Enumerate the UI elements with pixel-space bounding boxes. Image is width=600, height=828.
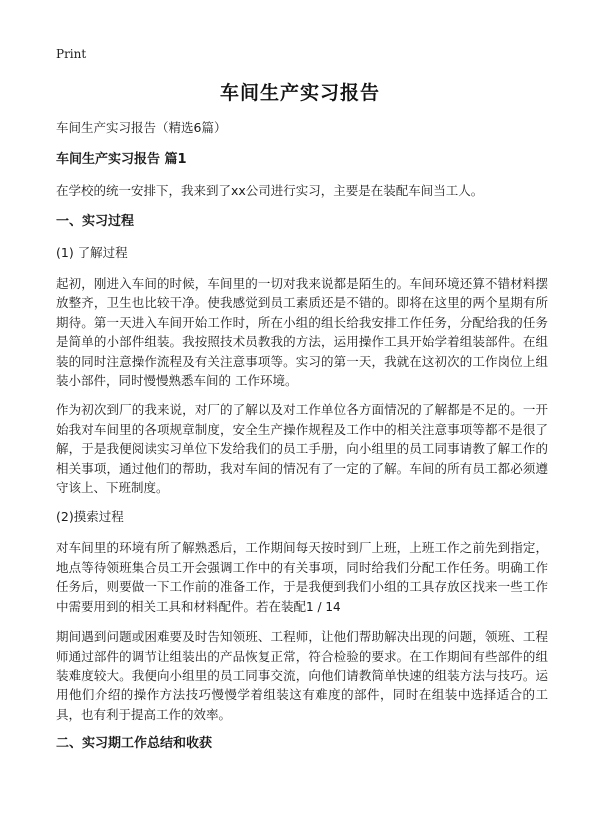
part-heading: 车间生产实习报告 篇1 <box>56 152 187 167</box>
print-label: Print <box>56 47 87 61</box>
document-title: 车间生产实习报告 <box>219 82 380 104</box>
subsection-heading-understanding: (1) 了解过程 <box>56 245 128 260</box>
section-heading-summary: 二、实习期工作总结和收获 <box>56 736 213 752</box>
paragraph-1: 起初，刚进入车间的时候，车间里的一切对我来说都是陌生的。车间环境还算不错材料摆放整齐，卫生也比较干净。使我感觉到员工素质还是不错的。即将在这里的两个星期有所期待。第一天进入车间开始工作时，所在小组的组长给我安排工作任务，分配给我的任务是简单的小部件组装。我按照技术员教我的方法，运用操作工具开始学着组装部件。在组装的同时注意操作流程及有关注意事项等。实习的第一天，我就在这初次的工作岗位上组装小部件，同时慢慢熟悉车间的 工作环境。 <box>56 276 548 389</box>
subsection-heading-exploration: (2)摸索过程 <box>56 509 124 525</box>
document-subtitle: 车间生产实习报告（精选6篇） <box>56 120 227 135</box>
document-body <box>56 118 548 765</box>
paragraph-3-text: 对车间里的环境有所了解熟悉后，工作期间每天按时到厂上班，上班工作之前先到指定，地点等待领班集合员工开会强调工作中的有关事项，同时给我们分配工作任务。明确工作任务后，则要做一下工作前的准备工作，于是我便到我们小组的工具存放区找来一些工作中需要用到的相关工具和材料配件。若在装配 <box>56 540 548 614</box>
paragraph-3 <box>56 538 548 617</box>
intro-paragraph: 在学校的统一安排下，我来到了xx公司进行实习，主要是在装配车间当工人。 <box>56 183 484 198</box>
section-heading-process: 一、实习过程 <box>56 214 135 229</box>
paragraph-4: 期间遇到问题或困难要及时告知领班、工程师，让他们帮助解决出现的问题，领班、工程师通过部件的调节让组装出的产品恢复正常，符合检验的要求。在工作期间有些部件的组装难度较大。我便向小组里的员工同事交流，向他们请教简单快速的组装方法与技巧。运用他们介绍的操作方法技巧慢慢学着组装这有难度的部件，同时在组装中选择适合的工具，也有利于提高工作的效率。 <box>56 629 548 722</box>
paragraph-2: 作为初次到厂的我来说，对厂的了解以及对工作单位各方面情况的了解都是不足的。一开始我对车间里的各项规章制度，安全生产操作规程及工作中的相关注意事项等都不是很了解，于是我便阅读实习单位下发给我们的员工手册，向小组里的员工同事请教了解工作的相关事项，通过他们的帮助，我对车间的情况有了一定的了解。车间的所有员工都必须遵守该上、下班制度。 <box>56 402 548 496</box>
page-number: 1 / 14 <box>306 599 341 614</box>
